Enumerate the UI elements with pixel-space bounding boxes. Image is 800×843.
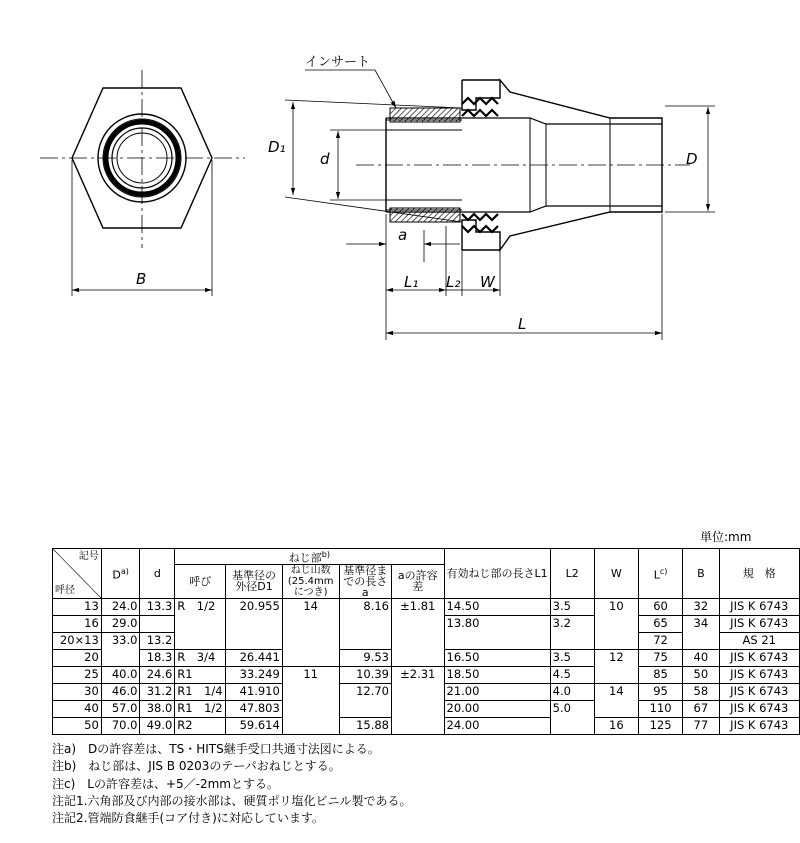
cell-W: [594, 700, 638, 717]
cell-D1: 33.249: [226, 666, 283, 683]
cell-tpi: [282, 615, 339, 632]
cell-W: [594, 615, 638, 632]
cell-L1: 14.50: [444, 598, 550, 615]
cell-L: 110: [638, 700, 682, 717]
corner-bottom-label: 呼径: [55, 584, 75, 596]
cell-B: 32: [683, 598, 719, 615]
header-std: 規 格: [719, 549, 799, 599]
cell-L1: 21.00: [444, 683, 550, 700]
header-L: $L^{c)}$: [638, 549, 682, 599]
cell-L2: 4.5: [550, 666, 594, 683]
dim-label-W: W: [480, 273, 495, 291]
header-L1: 有効ねじ部の長さL1: [444, 549, 550, 599]
cell-L2: 3.2: [550, 615, 594, 632]
cell-d: 49.0: [140, 717, 175, 734]
cell-std: JIS K 6743: [719, 683, 799, 700]
cell-a: 9.53: [339, 649, 391, 666]
cell-d: 13.3: [140, 598, 175, 615]
dim-label-d: d: [320, 150, 330, 168]
cell-tpi: 14: [282, 598, 339, 615]
table-row: [53, 649, 800, 666]
cell-std: JIS K 6743: [719, 598, 799, 615]
cell-d: 18.3: [140, 649, 175, 666]
cell-call: R 1/2: [175, 598, 226, 615]
cell-tpi: [282, 632, 339, 649]
corner-cell: [53, 549, 102, 599]
table-body: [53, 598, 800, 734]
header-L2: L2: [550, 549, 594, 599]
table-header-row: [53, 549, 800, 565]
cell-size: 13: [53, 598, 102, 615]
cell-tol: [392, 700, 445, 717]
header-threadcount: ねじ山数(25.4mmにつき): [282, 564, 339, 598]
cell-L1: 13.80: [444, 615, 550, 632]
cell-L2: 3.5: [550, 598, 594, 615]
cell-W: 14: [594, 683, 638, 700]
cell-L: 95: [638, 683, 682, 700]
cell-size: 20: [53, 649, 102, 666]
cell-call: [175, 615, 226, 632]
header-W: W: [594, 549, 638, 599]
table-row: [53, 632, 800, 649]
cell-D: 33.0: [101, 632, 140, 649]
cell-L2: 5.0: [550, 700, 594, 717]
cell-B: 58: [683, 683, 719, 700]
header-tol-a: aの許容差: [392, 564, 445, 598]
cell-L: 65: [638, 615, 682, 632]
cell-D: 24.0: [101, 598, 140, 615]
notes: [52, 741, 411, 827]
cell-B: 50: [683, 666, 719, 683]
cell-d: 24.6: [140, 666, 175, 683]
cell-tpi: [282, 683, 339, 700]
cell-D: [101, 649, 140, 666]
cell-D: 40.0: [101, 666, 140, 683]
cell-D: 29.0: [101, 615, 140, 632]
cell-B: [683, 632, 719, 649]
note-b: 注b) ねじ部は、JIS B 0203のテーパおねじとする。: [52, 759, 341, 774]
header-B: B: [683, 549, 719, 599]
cell-L1: 18.50: [444, 666, 550, 683]
cell-L: 72: [638, 632, 682, 649]
dim-label-L1: L₁: [404, 273, 419, 291]
table-row: [53, 598, 800, 615]
cell-L2: 4.0: [550, 683, 594, 700]
cell-W: [594, 666, 638, 683]
table-row: [53, 717, 800, 734]
cell-tpi: [282, 649, 339, 666]
cell-std: JIS K 6743: [719, 649, 799, 666]
cell-D1: 47.803: [226, 700, 283, 717]
cell-D1: 59.614: [226, 717, 283, 734]
cell-B: 40: [683, 649, 719, 666]
cell-W: [594, 632, 638, 649]
cell-std: JIS K 6743: [719, 666, 799, 683]
hex-end-view: [40, 70, 245, 296]
cell-tol: [392, 649, 445, 666]
dim-label-L: L: [518, 315, 527, 333]
cell-D: 57.0: [101, 700, 140, 717]
cell-a: 12.70: [339, 683, 391, 700]
cell-D1: [226, 632, 283, 649]
cell-call: R1 1/4: [175, 683, 226, 700]
dim-label-B: B: [136, 270, 147, 288]
cell-d: [140, 615, 175, 632]
cell-size: 40: [53, 700, 102, 717]
note-c: 注c) Lの許容差は、+5／-2mmとする。: [52, 776, 279, 791]
cell-L: 85: [638, 666, 682, 683]
note-1: 注記1.六角部及び内部の接水部は、硬質ポリ塩化ビニル製である。: [52, 793, 412, 808]
cell-a: 10.39: [339, 666, 391, 683]
cell-size: 20×13: [53, 632, 102, 649]
cell-tpi: [282, 700, 339, 717]
cell-a: 15.88: [339, 717, 391, 734]
cell-B: 67: [683, 700, 719, 717]
cell-a: 8.16: [339, 598, 391, 615]
header-basediam: 基準径の外径D1: [226, 564, 283, 598]
cell-L1: 24.00: [444, 717, 550, 734]
cell-L2: [550, 717, 594, 734]
header-d: d: [140, 549, 175, 599]
cell-size: 16: [53, 615, 102, 632]
header-D: $D^{a)}$: [101, 549, 140, 599]
header-baselen: 基準径までの長さa: [339, 564, 391, 598]
header-thread: ねじ部$^{b)}$: [175, 549, 444, 565]
cell-tpi: 11: [282, 666, 339, 683]
cell-L: 60: [638, 598, 682, 615]
unit-label: 単位:mm: [700, 530, 752, 544]
cell-tol: [392, 615, 445, 632]
cell-size: 50: [53, 717, 102, 734]
dim-label-D: D: [686, 150, 698, 168]
cell-tpi: [282, 717, 339, 734]
header-call: 呼び: [175, 564, 226, 598]
cell-a: [339, 700, 391, 717]
cell-std: JIS K 6743: [719, 615, 799, 632]
cell-std: JIS K 6743: [719, 700, 799, 717]
note-2: 注記2.管端防食継手(コア付き)に対応しています。: [52, 811, 324, 826]
spec-table: [52, 548, 800, 735]
cell-tol: [392, 717, 445, 734]
corner-top-label: 記号: [78, 551, 99, 562]
cell-L1: 20.00: [444, 700, 550, 717]
cell-D1: 20.955: [226, 598, 283, 615]
cell-L2: 3.5: [550, 649, 594, 666]
cell-size: 30: [53, 683, 102, 700]
cell-tol: [392, 683, 445, 700]
cell-D: 70.0: [101, 717, 140, 734]
cell-a: [339, 632, 391, 649]
cell-D1: 26.441: [226, 649, 283, 666]
cell-D1: 41.910: [226, 683, 283, 700]
cell-call: R1 1/2: [175, 700, 226, 717]
cell-L2: [550, 632, 594, 649]
cell-d: 13.2: [140, 632, 175, 649]
cell-d: 31.2: [140, 683, 175, 700]
cell-L1: 16.50: [444, 649, 550, 666]
cell-B: 77: [683, 717, 719, 734]
cell-call: [175, 632, 226, 649]
cell-L1: [444, 632, 550, 649]
table-row: [53, 615, 800, 632]
cell-d: 38.0: [140, 700, 175, 717]
cell-std: JIS K 6743: [719, 717, 799, 734]
table-row: [53, 666, 800, 683]
cell-W: 10: [594, 598, 638, 615]
table-row: [53, 700, 800, 717]
dim-label-D1: D₁: [268, 138, 286, 156]
dim-label-L2: L₂: [446, 273, 461, 291]
cell-call: R1: [175, 666, 226, 683]
cell-tol: ±2.31: [392, 666, 445, 683]
cell-D: 46.0: [101, 683, 140, 700]
cell-call: R 3/4: [175, 649, 226, 666]
cell-W: 12: [594, 649, 638, 666]
cell-std: AS 21: [719, 632, 799, 649]
cell-L: 125: [638, 717, 682, 734]
cell-size: 25: [53, 666, 102, 683]
insert-label: インサート: [305, 55, 371, 70]
cell-tol: [392, 632, 445, 649]
note-a: 注a) Dの許容差は、TS・HITS継手受口共通寸法図による。: [52, 742, 380, 756]
cell-a: [339, 615, 391, 632]
cell-D1: [226, 615, 283, 632]
cell-B: 34: [683, 615, 719, 632]
cell-tol: ±1.81: [392, 598, 445, 615]
dim-label-a: a: [398, 226, 408, 244]
cell-L: 75: [638, 649, 682, 666]
cell-call: R2: [175, 717, 226, 734]
table-row: [53, 683, 800, 700]
cell-W: 16: [594, 717, 638, 734]
